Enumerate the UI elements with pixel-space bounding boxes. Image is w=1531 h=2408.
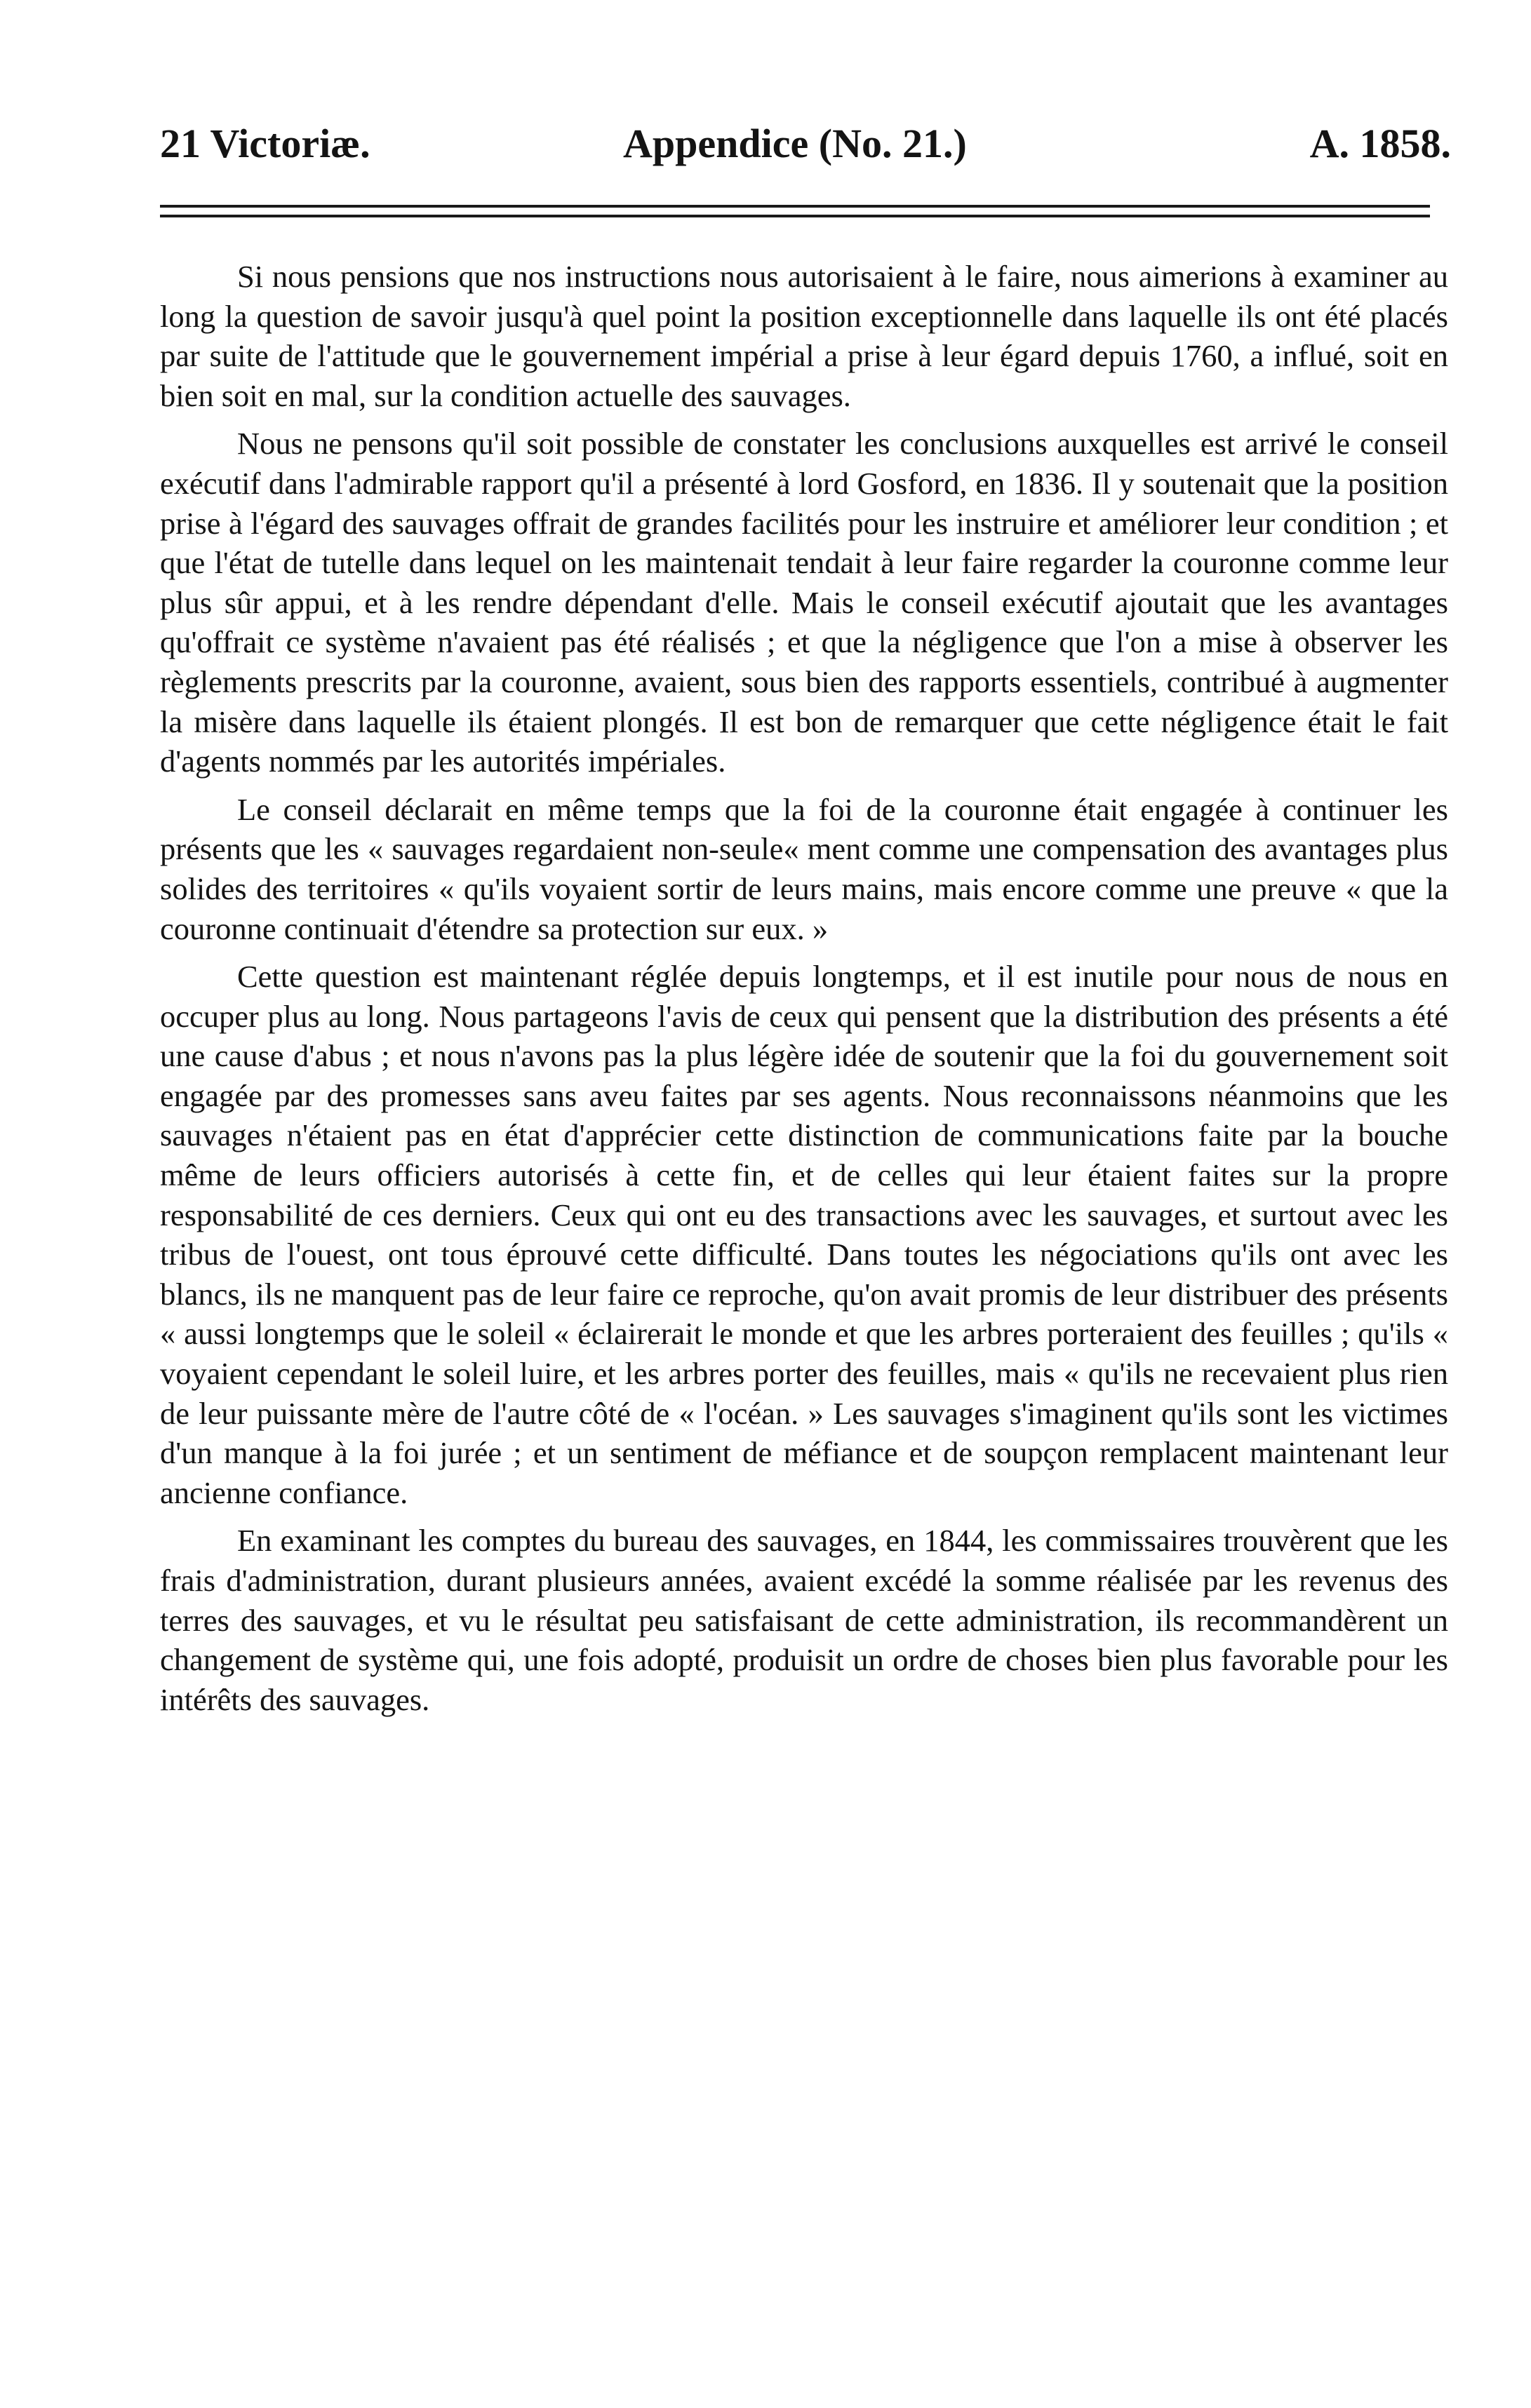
paragraph: Cette question est maintenant réglée depuis longtemps, et il est inutile pour nous de nous en occuper plus au long. Nous partageons l'avis de ceux qui pensent que la distribution des présents a été une cause d'abus ; et nous n'avons pas la plus légère idée de soutenir que la foi du gouvernement soit engagée par des promesses sans aveu faites par ses agents. Nous reconnaissons néanmoins que les sauvages n'étaient pas en état d'apprécier cette distinction de communications faite par la bouche même de leurs officiers autorisés à cette fin, et de celles qui leur étaient faites sur la propre responsabilité de ces derniers. Ceux qui ont eu des transactions avec les sauvages, et surtout avec les tribus de l'ouest, ont tous éprouvé cette difficulté. Dans toutes les négociations qu'ils ont avec les blancs, ils ne manquent pas de leur faire ce reproche, qu'on avait promis de leur distribuer des présents « aussi longtemps que le soleil « éclairerait le monde et que les arbres porteraient des feuilles ; qu'ils « voyaient cependant le soleil luire, et les arbres porter des feuilles, mais « qu'ils ne recevaient plus rien de leur puissante mère de l'autre côté de « l'océan. » Les sauvages s'imaginent qu'ils sont les victimes d'un manque à la foi jurée ; et un sentiment de méfiance et de soupçon remplacent maintenant leur ancienne confiance. — [160, 959, 1448, 1510]
page-header — [160, 119, 1451, 168]
paragraph: Nous ne pensons qu'il soit possible de constater les conclusions auxquelles est arrivé le conseil exécutif dans l'admirable rapport qu'il a présenté à lord Gosford, en 1836. Il y soutenait que la position prise à l'égard des sauvages offrait de grandes facilités pour les instruire et améliorer leur condition ; et que l'état de tutelle dans lequel on les maintenait tendait à leur faire regarder la couronne comme leur plus sûr appui, et à les rendre dépendant d'elle. Mais le conseil exécutif ajoutait que les avantages qu'offrait ce système n'avaient pas été réalisés ; et que la négligence que l'on a mise à observer les règlements prescrits par la couronne, avaient, sous bien des rapports essentiels, contribué à augmenter la misère dans laquelle ils étaient plongés. Il est bon de remarquer que cette négligence était le fait d'agents nommés par les autorités impériales. — [160, 426, 1448, 779]
paragraph: Le conseil déclarait en même temps que la foi de la couronne était engagée à continuer les présents que les « sauvages regardaient non-seule« ment comme une compensation des avantages plus solides des territoires « qu'ils voyaient sortir de leurs mains, mais encore comme une preuve « que la couronne continuait d'étendre sa protection sur eux. » — [160, 791, 1448, 946]
body-text — [160, 257, 1448, 1728]
header-rule-top — [160, 205, 1430, 208]
header-rule-bottom — [160, 215, 1430, 217]
header-year: A. 1858. — [1309, 121, 1451, 166]
header-session: 21 Victoriæ. — [160, 121, 370, 166]
paragraph: En examinant les comptes du bureau des sauvages, en 1844, les commissaires trouvèrent que les frais d'administration, durant plusieurs années, avaient excédé la somme réalisée par les revenus des terres des sauvages, et vu le résultat peu satisfaisant de cette administration, ils recommandèrent un changement de système qui, une fois adopté, produisit un ordre de choses bien plus favorable pour les intérêts des sauvages. — [160, 1523, 1448, 1717]
header-appendix: Appendice (No. 21.) — [623, 121, 967, 166]
paragraph: Si nous pensions que nos instructions nous autorisaient à le faire, nous aimerions à examiner au long la question de savoir jusqu'à quel point la position exceptionnelle dans laquelle ils ont été placés par suite de l'attitude que le gouvernement impérial a prise à leur égard depuis 1760, a influé, soit en bien soit en mal, sur la condition actuelle des sauvages. — [160, 259, 1448, 413]
